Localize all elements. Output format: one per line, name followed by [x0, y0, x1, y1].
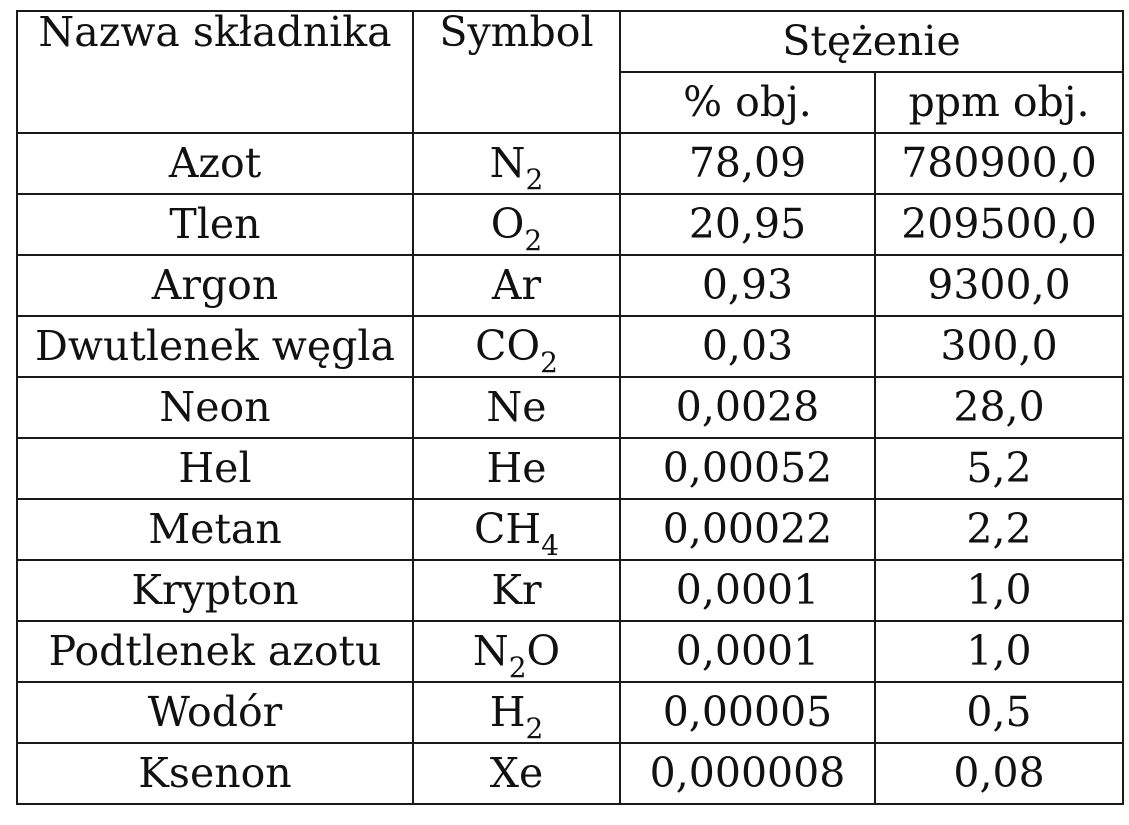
- component-name-cell: Ksenon: [17, 743, 413, 804]
- symbol-subscript: 4: [541, 529, 559, 560]
- component-name-cell: Azot: [17, 133, 413, 194]
- table-row: [17, 255, 1123, 316]
- ppm-volume-cell: 5,2: [875, 438, 1123, 499]
- table-row: [17, 377, 1123, 438]
- symbol-subscript: 2: [525, 712, 544, 743]
- symbol-text: Kr: [491, 566, 542, 614]
- column-header-percent: % obj.: [620, 72, 875, 133]
- component-name-cell: Argon: [17, 255, 413, 316]
- table-body: [17, 133, 1123, 804]
- symbol-text: H: [489, 688, 526, 736]
- table-row: [17, 133, 1123, 194]
- component-name-cell: Podtlenek azotu: [17, 621, 413, 682]
- component-name-cell: Wodór: [17, 682, 413, 743]
- percent-volume-cell: 0,00052: [620, 438, 875, 499]
- component-name-cell: Tlen: [17, 194, 413, 255]
- symbol-subscript: 2: [540, 346, 558, 377]
- percent-volume-cell: 0,00005: [620, 682, 875, 743]
- symbol-subscript: 2: [524, 224, 543, 255]
- table-row: [17, 499, 1123, 560]
- symbol-text: He: [486, 444, 547, 492]
- symbol-text: CO: [475, 322, 541, 370]
- chemical-symbol-cell: [413, 255, 620, 316]
- column-header-symbol: Symbol: [413, 11, 620, 133]
- symbol-text: O: [526, 627, 561, 675]
- symbol-text: O: [490, 200, 525, 248]
- ppm-volume-cell: 2,2: [875, 499, 1123, 560]
- table-row: [17, 316, 1123, 377]
- percent-volume-cell: 0,000008: [620, 743, 875, 804]
- symbol-text: Ar: [491, 261, 542, 309]
- ppm-volume-cell: 28,0: [875, 377, 1123, 438]
- table-row: [17, 682, 1123, 743]
- percent-volume-cell: 0,0001: [620, 621, 875, 682]
- ppm-volume-cell: 0,08: [875, 743, 1123, 804]
- symbol-text: N: [489, 139, 526, 187]
- symbol-subscript: 2: [525, 163, 544, 194]
- percent-volume-cell: 0,03: [620, 316, 875, 377]
- percent-volume-cell: 0,0001: [620, 560, 875, 621]
- ppm-volume-cell: 780900,0: [875, 133, 1123, 194]
- component-name-cell: Hel: [17, 438, 413, 499]
- percent-volume-cell: 0,0028: [620, 377, 875, 438]
- symbol-text: Ne: [486, 383, 547, 431]
- ppm-volume-cell: 209500,0: [875, 194, 1123, 255]
- table-row: [17, 438, 1123, 499]
- ppm-volume-cell: 0,5: [875, 682, 1123, 743]
- component-name-cell: Neon: [17, 377, 413, 438]
- chemical-symbol-cell: [413, 499, 620, 560]
- header-row-top: [17, 11, 1123, 72]
- column-header-concentration: Stężenie: [620, 11, 1123, 72]
- chemical-symbol-cell: [413, 133, 620, 194]
- chemical-symbol-cell: [413, 560, 620, 621]
- table-row: [17, 560, 1123, 621]
- symbol-subscript: 2: [508, 651, 527, 682]
- component-name-cell: Krypton: [17, 560, 413, 621]
- component-name-cell: Dwutlenek węgla: [17, 316, 413, 377]
- chemical-symbol-cell: [413, 316, 620, 377]
- column-header-name: Nazwa składnika: [17, 11, 413, 133]
- percent-volume-cell: 20,95: [620, 194, 875, 255]
- symbol-text: N: [472, 627, 509, 675]
- percent-volume-cell: 0,00022: [620, 499, 875, 560]
- ppm-volume-cell: 1,0: [875, 560, 1123, 621]
- table-row: [17, 743, 1123, 804]
- chemical-symbol-cell: [413, 438, 620, 499]
- ppm-volume-cell: 9300,0: [875, 255, 1123, 316]
- table-header: [17, 11, 1123, 133]
- table-row: [17, 194, 1123, 255]
- chemical-symbol-cell: [413, 621, 620, 682]
- chemical-symbol-cell: [413, 377, 620, 438]
- column-header-ppm: ppm obj.: [875, 72, 1123, 133]
- component-name-cell: Metan: [17, 499, 413, 560]
- chemical-symbol-cell: [413, 194, 620, 255]
- atmosphere-composition-table: [16, 10, 1124, 805]
- symbol-text: CH: [474, 505, 542, 553]
- ppm-volume-cell: 300,0: [875, 316, 1123, 377]
- table-row: [17, 621, 1123, 682]
- percent-volume-cell: 78,09: [620, 133, 875, 194]
- percent-volume-cell: 0,93: [620, 255, 875, 316]
- ppm-volume-cell: 1,0: [875, 621, 1123, 682]
- chemical-symbol-cell: [413, 682, 620, 743]
- symbol-text: Xe: [489, 749, 544, 797]
- chemical-symbol-cell: [413, 743, 620, 804]
